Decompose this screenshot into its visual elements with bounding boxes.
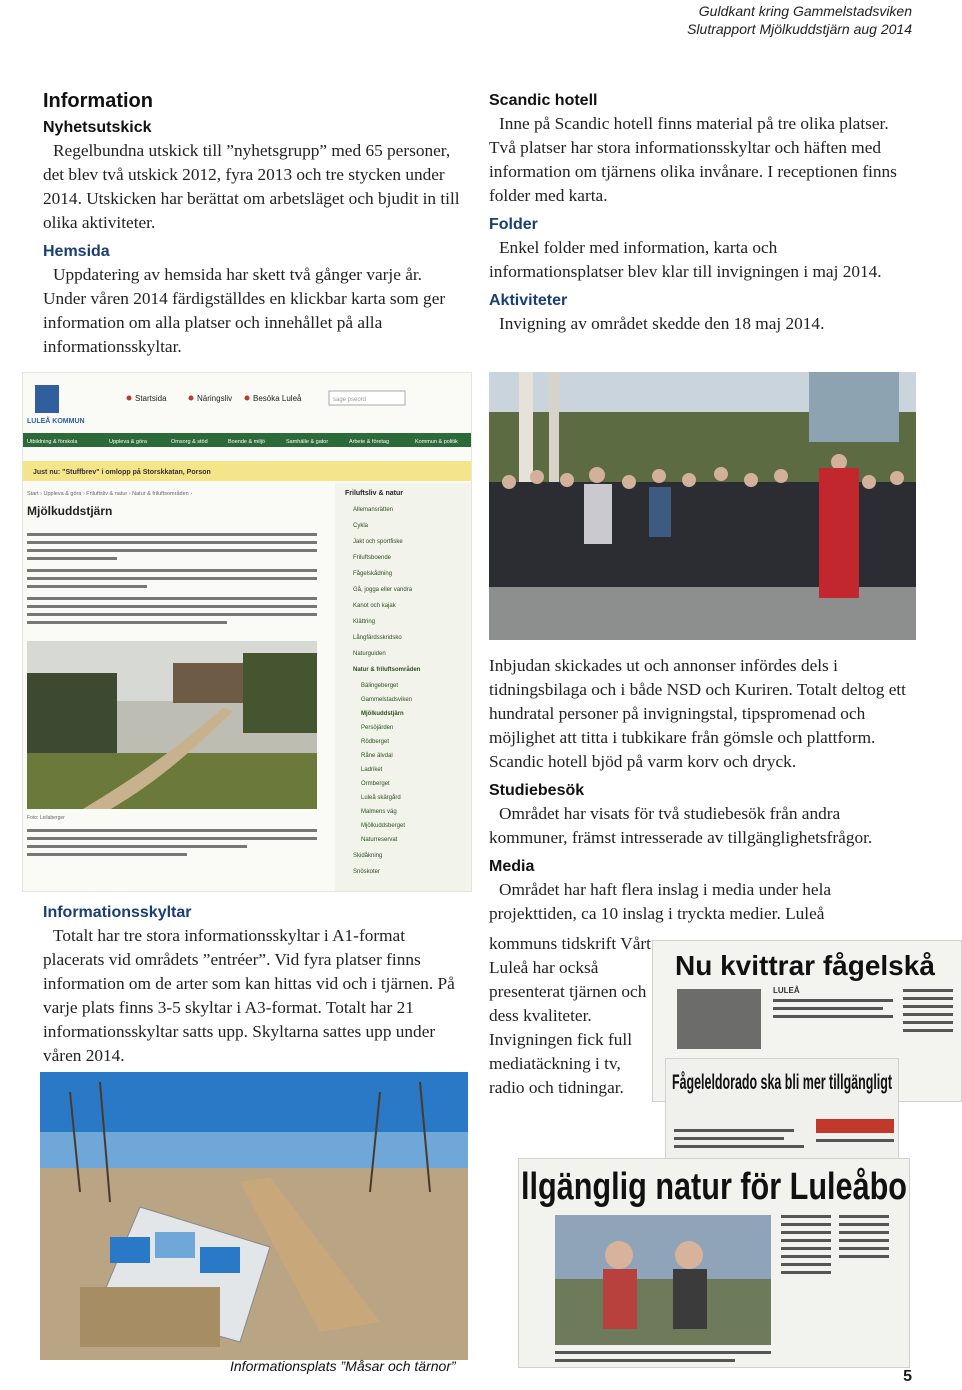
- side-item[interactable]: Naturreservat: [361, 837, 398, 843]
- nyhetsutskick-text: Regelbundna utskick till ”nyhetsgrupp” med 65 personer, det blev två utskick 2012, fyra 2013 och tre stycken under 2014. Utskicken har berättat om arbetsläget och bjudit in till olika aktiviteter.: [43, 141, 460, 232]
- left-column-bottom: [43, 902, 463, 1074]
- breadcrumb: Start › Uppleva & göra › Friluftsliv & natur › Natur & friluftsområden ›: [27, 491, 193, 497]
- website-screenshot: [22, 372, 472, 892]
- photo-credit: Foto: Leilaberger: [27, 815, 65, 821]
- tab-arbete[interactable]: Arbete & företag: [349, 439, 390, 445]
- side-item[interactable]: Klättring: [353, 619, 376, 625]
- right-column-top: [489, 90, 914, 342]
- page-title: Information: [43, 90, 153, 112]
- side-item[interactable]: Skidåkning: [353, 853, 383, 859]
- nav-bullet-icon: [127, 396, 132, 401]
- newspaper-clipping-3: [518, 1158, 910, 1368]
- side-item[interactable]: Natur & friluftsområden: [353, 667, 421, 673]
- side-item[interactable]: Ladriket: [361, 767, 383, 773]
- side-item[interactable]: Friluftsboende: [353, 555, 392, 561]
- informationsskyltar-text: Totalt har tre stora informationsskyltar i A1-format placerats vid områdets ”entréer”. Vid fyra platser finns information om de arter som kan hittas vid och i tjärnen. På varje plats finns 3-5 skyltar i A3-format. Totalt har 21 informationsskyltar satts upp. Skyltarna sattes upp under våren 2014.: [43, 926, 455, 1065]
- tab-kommun[interactable]: Kommun & politik: [415, 439, 458, 445]
- clipping-3-svg: [519, 1159, 909, 1367]
- side-item[interactable]: Allemansrätten: [353, 507, 394, 513]
- nav-startsida[interactable]: Startsida: [135, 394, 167, 403]
- media-text-2: kommuns tidskrift Vårt Luleå har också presenterat tjärnen och dess kvaliteter. Invigningen fick full mediatäckning i tv, radio och tidningar.: [489, 934, 651, 1097]
- side-item[interactable]: Gammelstadsviken: [361, 697, 413, 703]
- banner-text[interactable]: Just nu: "Stuffbrev" i omlopp på Storskkatan, Porson: [33, 469, 211, 476]
- side-item[interactable]: Mjölkuddsberget: [361, 823, 406, 829]
- side-item[interactable]: Malmens väg: [361, 809, 397, 815]
- folder-text: Enkel folder med information, karta och informationsplatser blev klar till invigningen i maj 2014.: [489, 238, 882, 281]
- left-column-top: [43, 90, 463, 365]
- nav-naringsliv[interactable]: Näringsliv: [197, 394, 233, 403]
- media-text-1: Området har haft flera inslag i media under hela projekttiden, ca 10 inslag i tryckta medier. Luleå: [489, 880, 832, 923]
- nav-bullet-icon: [189, 396, 194, 401]
- side-item[interactable]: Fågelskådning: [353, 571, 393, 577]
- running-header: [687, 2, 912, 38]
- side-item[interactable]: Snöskoter: [353, 869, 381, 875]
- right-column-middle: [489, 654, 914, 926]
- section-title-media: Media: [489, 858, 535, 875]
- inbjudan-text: Inbjudan skickades ut och annonser infördes dels i tidningsbilaga och i både NSD och Kuriren. Totalt deltog ett hundratal personer på invigningstal, tipspromenad och möjlighet att titta i tubkikare från gömsle och plattform. Scandic hotell bjöd på varm korv och dryck.: [489, 656, 906, 771]
- side-item[interactable]: Råne älvdal: [361, 753, 393, 759]
- section-title-informationsskyltar: Informationsskyltar: [43, 904, 192, 921]
- side-item[interactable]: Luleå skärgård: [361, 795, 401, 801]
- nav-bullet-icon: [245, 396, 250, 401]
- header-line-2: Slutrapport Mjölkuddstjärn aug 2014: [687, 21, 912, 37]
- side-item-active[interactable]: Mjölkuddstjärn: [361, 711, 404, 717]
- headline-1: Nu kvittrar fågelskå: [675, 950, 935, 981]
- hemsida-text: Uppdatering av hemsida har skett två gånger varje år. Under våren 2014 färdigställdes en klickbar karta som ger information om alla platser och innehållet på alla informationsskyltar.: [43, 265, 446, 356]
- tab-omsorg[interactable]: Omsorg & stöd: [171, 439, 208, 445]
- section-title-aktiviteter: Aktiviteter: [489, 292, 568, 309]
- side-item[interactable]: Persöjärden: [361, 725, 394, 731]
- side-item[interactable]: Bälingeberget: [361, 683, 399, 689]
- side-menu-title: Friluftsliv & natur: [345, 490, 403, 497]
- tab-samhalle[interactable]: Samhälle & gator: [286, 439, 329, 445]
- crowd-photo-svg: [489, 372, 916, 640]
- boardwalk-photo: [27, 641, 317, 809]
- headline-3: llgänglig natur för Luleåbo: [521, 1166, 907, 1208]
- side-item[interactable]: Cykla: [353, 523, 369, 529]
- tab-boende[interactable]: Boende & miljö: [228, 439, 265, 445]
- side-item[interactable]: Jakt och sportfiske: [353, 539, 403, 545]
- header-line-1: Guldkant kring Gammelstadsviken: [698, 3, 912, 19]
- newspaper-clipping-2: [665, 1058, 899, 1160]
- logo-text: LULEÅ KOMMUN: [27, 418, 85, 425]
- luleå-logo-icon: [35, 385, 59, 413]
- inauguration-crowd-photo: [489, 372, 916, 640]
- tab-uppleva[interactable]: Uppleva & göra: [109, 439, 147, 445]
- section-title-studiebesok: Studiebesök: [489, 782, 585, 799]
- side-item[interactable]: Kanot och kajak: [353, 603, 396, 609]
- scandic-text: Inne på Scandic hotell finns material på tre olika platser. Två platser har stora informationsskyltar och häften med information om tjärnens olika invånare. I receptionen finns folder med karta.: [489, 114, 897, 205]
- headline-2: Fågeleldorado ska bli mer tillgängligt: [672, 1071, 892, 1094]
- section-title-folder: Folder: [489, 216, 538, 233]
- sign-photo-svg: [40, 1072, 468, 1360]
- nav-besoka[interactable]: Besöka Luleå: [253, 394, 302, 403]
- side-item[interactable]: Rödberget: [361, 739, 390, 745]
- section-title-nyhetsutskick: Nyhetsutskick: [43, 119, 152, 136]
- kicker: LULEÅ: [773, 986, 800, 995]
- side-item[interactable]: Naturguiden: [353, 651, 386, 657]
- studiebesok-text: Området har visats för två studiebesök från andra kommuner, främst intresserade av tillgänglighetsfrågor.: [489, 804, 873, 847]
- side-item[interactable]: Ormberget: [361, 781, 390, 787]
- page-number: 5: [903, 1368, 912, 1385]
- side-item[interactable]: Långfärdsskridsko: [353, 635, 402, 641]
- section-title-hemsida: Hemsida: [43, 243, 110, 260]
- photo-caption: Informationsplats ”Måsar och tärnor”: [230, 1358, 456, 1374]
- aktiviteter-text: Invigning av området skedde den 18 maj 2014.: [499, 314, 825, 333]
- information-sign-photo: [40, 1072, 468, 1360]
- search-placeholder: sage pseord: [333, 397, 367, 403]
- side-item[interactable]: Gå, jogga eller vandra: [353, 587, 413, 593]
- website-page-heading: Mjölkuddstjärn: [27, 504, 113, 518]
- section-title-scandic: Scandic hotell: [489, 92, 598, 109]
- clipping-2-svg: [666, 1059, 898, 1159]
- tab-utbildning[interactable]: Utbildning & förskola: [27, 439, 78, 445]
- website-screenshot-svg: [23, 373, 471, 891]
